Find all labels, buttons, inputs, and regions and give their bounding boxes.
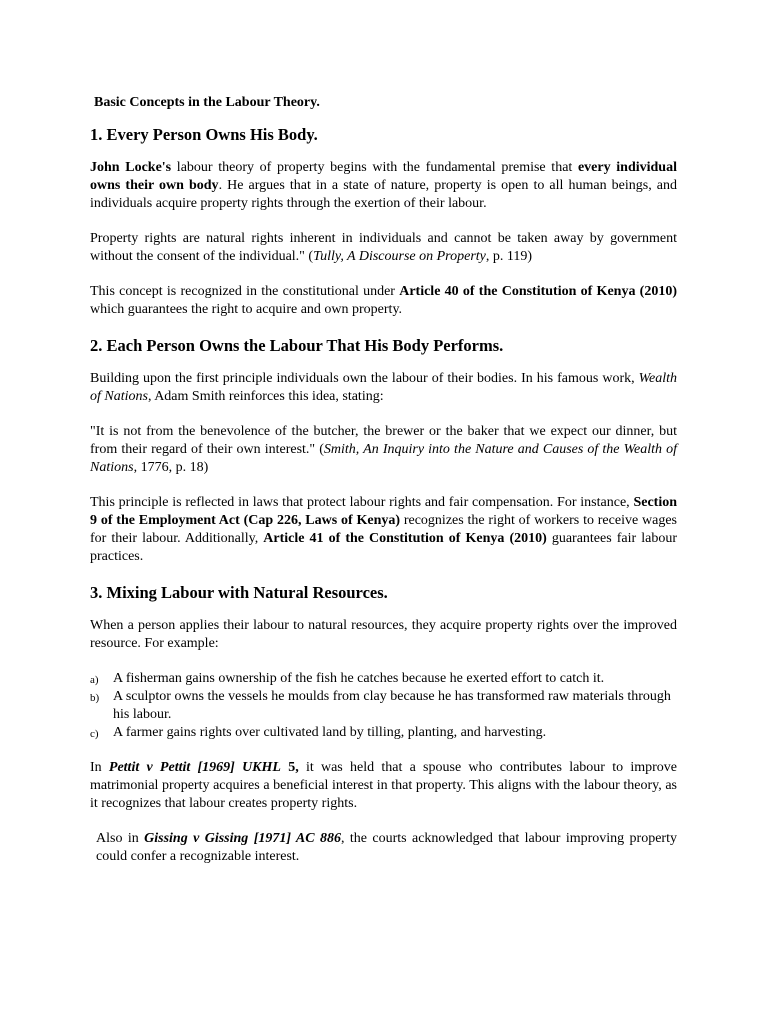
text-run: Article 41 of the Constitution of Kenya (2010) xyxy=(263,531,547,546)
section-1-paragraph-3 xyxy=(90,283,677,319)
list-marker: a) xyxy=(90,674,99,686)
list-item xyxy=(90,670,677,688)
text-run: , 1776, p. 18) xyxy=(133,460,209,475)
text-run: "It is not from the benevolence of the butcher, the brewer or the baker that we expect our dinner, but from their regard of their own interest." ( xyxy=(90,424,677,457)
text-run: In xyxy=(90,760,109,775)
text-run: Smith, An Inquiry into the Nature and Causes of the Wealth of Nations xyxy=(90,442,678,475)
text-run: recognizes the right of workers to receive wages for their labour. Additionally, xyxy=(90,513,677,546)
list-item-text: A fisherman gains ownership of the fish he catches because he exerted effort to catch it. xyxy=(113,671,605,686)
section-1-heading: 1. Every Person Owns His Body. xyxy=(90,125,318,144)
list-item xyxy=(90,724,677,742)
list-marker: b) xyxy=(90,692,100,704)
section-2-paragraph-1 xyxy=(90,370,677,406)
text-run: This concept is recognized in the constitutional under xyxy=(90,284,400,299)
text-run: Building upon the first principle individuals own the labour of their bodies. In his famous work, xyxy=(90,371,639,386)
text-run: every individual owns their own body xyxy=(90,160,677,193)
text-run: Gissing v Gissing [1971] AC 886 xyxy=(144,831,341,846)
text-run: John Locke's xyxy=(90,160,172,175)
text-run: . He argues that in a state of nature, property is open to all human beings, and individuals acquire property rights through the exertion of their labour. xyxy=(90,178,678,211)
text-run: , p. 119) xyxy=(485,249,533,264)
section-2-heading: 2. Each Person Owns the Labour That His Body Performs. xyxy=(90,336,504,355)
section-1-paragraph-2 xyxy=(90,230,677,266)
text-run: When a person applies their labour to natural resources, they acquire property rights over the improved resource. For example: xyxy=(90,618,677,651)
text-run: it was held that a spouse who contributes labour to improve matrimonial property acquires a beneficial interest in that property. This aligns with the labour theory, as it recognizes that labour creates property rights. xyxy=(90,760,677,811)
case-gissing-paragraph xyxy=(90,830,677,866)
examples-list xyxy=(90,670,677,742)
section-2-quote xyxy=(90,423,677,477)
section-3-paragraph-1 xyxy=(90,617,677,653)
text-run: Article 40 of the Constitution of Kenya (2010) xyxy=(399,284,678,299)
text-run: which guarantees the right to acquire and own property. xyxy=(90,302,403,317)
text-run: guarantees fair labour practices. xyxy=(90,531,677,564)
text-run: Section 9 of the Employment Act (Cap 226, Laws of Kenya) xyxy=(90,495,677,528)
text-run: Tully, A Discourse on Property xyxy=(313,249,486,264)
text-run: Pettit v Pettit [1969] UKHL xyxy=(108,760,281,775)
section-3-heading: 3. Mixing Labour with Natural Resources. xyxy=(90,583,388,602)
list-item xyxy=(90,688,677,724)
text-run: Also in xyxy=(96,831,145,846)
text-run: , Adam Smith reinforces this idea, stating: xyxy=(147,389,384,404)
list-marker: c) xyxy=(90,728,99,740)
list-item-text: A farmer gains rights over cultivated land by tilling, planting, and harvesting. xyxy=(113,725,547,740)
document-body xyxy=(90,94,677,883)
case-pettit-paragraph xyxy=(90,759,677,813)
text-run: , the courts acknowledged that labour improving property could confer a recognizable interest. xyxy=(96,831,677,864)
text-run: Property rights are natural rights inherent in individuals and cannot be taken away by government without the consent of the individual." ( xyxy=(90,231,677,264)
section-2-paragraph-3 xyxy=(90,494,677,566)
text-run: This principle is reflected in laws that protect labour rights and fair compensation. For instance, xyxy=(90,495,634,510)
document-title: Basic Concepts in the Labour Theory. xyxy=(94,95,320,110)
text-run: 5, xyxy=(280,760,299,775)
text-run: labour theory of property begins with the fundamental premise that xyxy=(171,160,578,175)
section-1-paragraph-1 xyxy=(90,159,677,213)
list-item-text: A sculptor owns the vessels he moulds from clay because he has transformed raw materials through his labour. xyxy=(113,689,671,722)
text-run: Wealth of Nations xyxy=(90,371,677,404)
